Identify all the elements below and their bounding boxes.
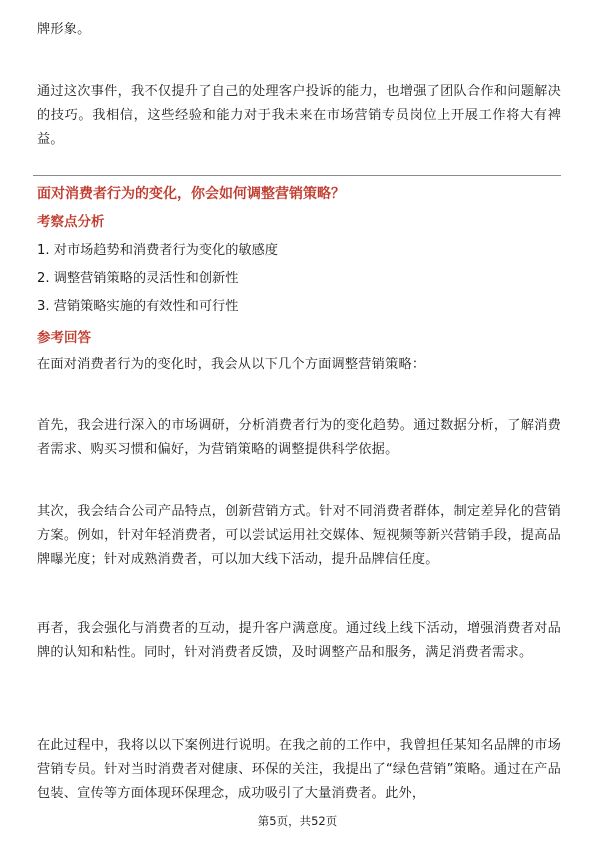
- answer-paragraph-1: 首先，我会进行深入的市场调研，分析消费者行为的变化趋势。通过数据分析，了解消费者需求、购买习惯和偏好，为营销策略的调整提供科学依据。: [37, 418, 561, 457]
- answer-intro: 在面对消费者行为的变化时，我会从以下几个方面调整营销策略：: [37, 357, 426, 372]
- answer-paragraph-3: 再者，我会强化与消费者的互动，提升客户满意度。通过线上线下活动，增强消费者对品牌的认知和粘性。同时，针对消费者反馈，及时调整产品和服务，满足消费者需求。: [37, 621, 561, 660]
- analysis-item-1: 1. 对市场趋势和消费者行为变化的敏感度: [37, 243, 278, 258]
- analysis-heading: 考察点分析: [37, 214, 105, 230]
- answer-paragraph-2: 其次，我会结合公司产品特点，创新营销方式。针对不同消费者群体，制定差异化的营销方案。例如，针对年轻消费者，可以尝试运用社交媒体、短视频等新兴营销手段，提高品牌曝光度；针对成熟消费者，可以加大线下活动，提升品牌信任度。: [37, 504, 561, 567]
- paragraph-continuation: 牌形象。: [37, 22, 91, 37]
- analysis-item-2: 2. 调整营销策略的灵活性和创新性: [37, 271, 239, 286]
- analysis-item-3: 3. 营销策略实施的有效性和可行性: [37, 299, 239, 314]
- answer-heading: 参考回答: [37, 330, 91, 346]
- page-number-footer: 第5页，共52页: [257, 814, 338, 828]
- paragraph-summary: 通过这次事件，我不仅提升了自己的处理客户投诉的能力，也增强了团队合作和问题解决的技巧。我相信，这些经验和能力对于我未来在市场营销专员岗位上开展工作将大有裨益。: [37, 84, 561, 147]
- question-title: 面对消费者行为的变化，你会如何调整营销策略？: [37, 186, 345, 202]
- section-divider: [33, 175, 561, 176]
- answer-paragraph-4: 在此过程中，我将以以下案例进行说明。在我之前的工作中，我曾担任某知名品牌的市场营销专员。针对当时消费者对健康、环保的关注，我提出了“绿色营销”策略。通过在产品包装、宣传等方面体现环保理念，成功吸引了大量消费者。此外，: [37, 738, 561, 801]
